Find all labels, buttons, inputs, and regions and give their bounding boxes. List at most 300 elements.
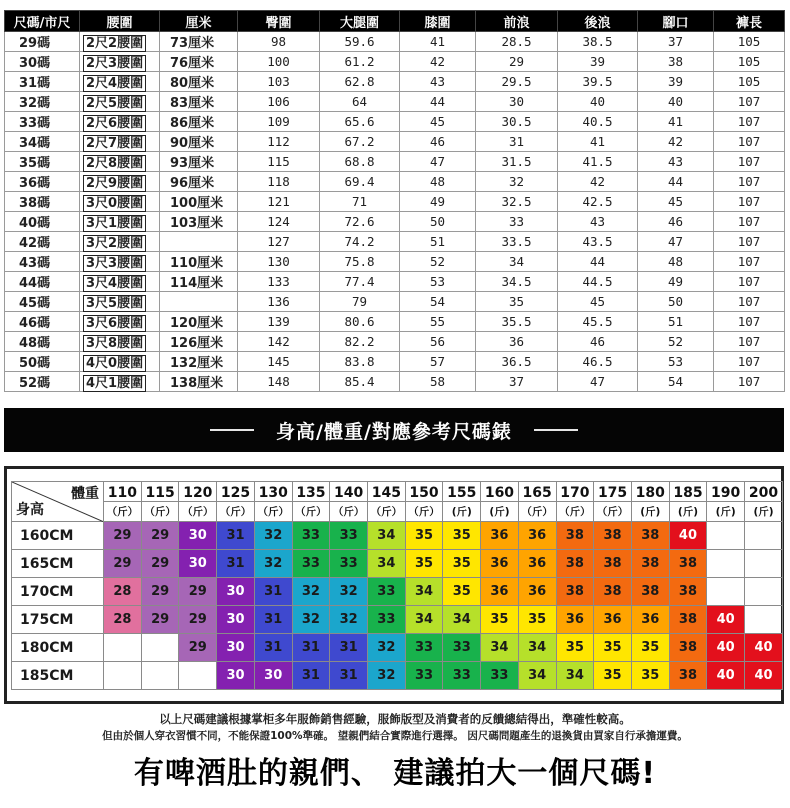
- measurement-cell: 48: [400, 172, 476, 192]
- size-recommendation-cell: 35: [631, 634, 669, 662]
- measurement-cell: 64: [320, 92, 400, 112]
- size-recommendation-cell: 30: [179, 550, 217, 578]
- measurement-cell: 46: [638, 212, 714, 232]
- measurement-cell: 100: [238, 52, 320, 72]
- measurement-cell: 142: [238, 332, 320, 352]
- size-recommendation-cell: 40: [707, 662, 745, 690]
- size-recommendation-cell: 29: [179, 578, 217, 606]
- size-cell: 40碼: [5, 212, 80, 232]
- waist-value: 2尺4腰圍: [83, 75, 146, 92]
- waist-cm-cell: 114厘米: [160, 272, 238, 292]
- height-axis-label: 身高: [16, 502, 44, 518]
- measurement-cell: 32: [476, 172, 558, 192]
- size-recommendation-cell: 35: [405, 550, 443, 578]
- size-recommendation-cell: 31: [217, 522, 255, 550]
- size-recommendation-cell: 40: [745, 662, 783, 690]
- waist-value: 3尺8腰圍: [83, 335, 146, 352]
- size-recommendation-cell: 33: [443, 662, 481, 690]
- waist-value: 3尺6腰圍: [83, 315, 146, 332]
- size-recommendation-cell: 40: [707, 606, 745, 634]
- measurement-cell: 39: [638, 72, 714, 92]
- measurement-cell: 85.4: [320, 372, 400, 392]
- unit-header-cell: (斤): [481, 502, 519, 522]
- waist-cell: [80, 132, 160, 152]
- size-recommendation-cell: 40: [745, 634, 783, 662]
- size-recommendation-cell: 30: [217, 578, 255, 606]
- empty-cell: [745, 550, 783, 578]
- weight-header-cell: 165: [518, 482, 556, 502]
- size-row: [5, 92, 785, 112]
- size-recommendation-cell: 35: [594, 662, 632, 690]
- measurement-cell: 124: [238, 212, 320, 232]
- size-recommendation-cell: 30: [254, 662, 292, 690]
- weight-header-cell: 150: [405, 482, 443, 502]
- measurement-cell: 109: [238, 112, 320, 132]
- size-recommendation-cell: 33: [292, 550, 330, 578]
- unit-header-cell: （斤）: [179, 502, 217, 522]
- size-recommendation-cell: 29: [104, 550, 142, 578]
- empty-cell: [745, 578, 783, 606]
- waist-value: 2尺9腰圍: [83, 175, 146, 192]
- size-row: [5, 152, 785, 172]
- measurement-cell: 107: [714, 292, 785, 312]
- weight-header-cell: 115: [141, 482, 179, 502]
- size-recommendation-cell: 40: [707, 634, 745, 662]
- weight-axis-label: 體重: [71, 486, 100, 502]
- measurement-cell: 35.5: [476, 312, 558, 332]
- measurement-cell: 45: [558, 292, 638, 312]
- measurement-cell: 44: [558, 252, 638, 272]
- size-cell: 36碼: [5, 172, 80, 192]
- size-recommendation-cell: 35: [443, 522, 481, 550]
- size-recommendation-cell: 34: [367, 522, 405, 550]
- size-header-cell: 臀圍: [238, 11, 320, 32]
- empty-cell: [104, 634, 142, 662]
- size-recommendation-cell: 36: [481, 522, 519, 550]
- size-recommendation-cell: 38: [594, 550, 632, 578]
- banner-right-rule: [534, 429, 578, 431]
- size-recommendation-cell: 36: [518, 578, 556, 606]
- measurement-cell: 65.6: [320, 112, 400, 132]
- size-header-cell: 大腿圍: [320, 11, 400, 32]
- waist-cm-cell: 83厘米: [160, 92, 238, 112]
- size-row: [5, 72, 785, 92]
- measurement-cell: 38.5: [558, 32, 638, 52]
- weight-header-cell: 170: [556, 482, 594, 502]
- measurement-cell: 54: [400, 292, 476, 312]
- measurement-cell: 33.5: [476, 232, 558, 252]
- height-label-cell: 165CM: [12, 550, 104, 578]
- waist-cell: [80, 172, 160, 192]
- size-row: [5, 292, 785, 312]
- corner-cell: [12, 482, 104, 522]
- waist-value: 3尺1腰圍: [83, 215, 146, 232]
- size-cell: 35碼: [5, 152, 80, 172]
- size-recommendation-cell: 31: [254, 634, 292, 662]
- measurement-cell: 45: [638, 192, 714, 212]
- measurement-cell: 31.5: [476, 152, 558, 172]
- size-row: [5, 192, 785, 212]
- measurement-cell: 58: [400, 372, 476, 392]
- size-recommendation-cell: 35: [594, 634, 632, 662]
- size-recommendation-cell: 33: [367, 606, 405, 634]
- size-recommendation-cell: 36: [481, 550, 519, 578]
- weight-header-cell: 175: [594, 482, 632, 502]
- waist-value: 2尺8腰圍: [83, 155, 146, 172]
- waist-cm-cell: 76厘米: [160, 52, 238, 72]
- measurement-cell: 52: [400, 252, 476, 272]
- unit-header-cell: （斤）: [217, 502, 255, 522]
- waist-value: 4尺1腰圍: [83, 375, 146, 392]
- measurement-cell: 54: [638, 372, 714, 392]
- unit-header-cell: （斤）: [594, 502, 632, 522]
- waist-cm-cell: 90厘米: [160, 132, 238, 152]
- height-label-cell: 175CM: [12, 606, 104, 634]
- size-recommendation-cell: 29: [179, 634, 217, 662]
- unit-header-cell: （斤）: [330, 502, 368, 522]
- size-recommendation-cell: 28: [104, 578, 142, 606]
- measurement-cell: 107: [714, 332, 785, 352]
- size-recommendation-cell: 34: [518, 634, 556, 662]
- waist-value: 3尺3腰圍: [83, 255, 146, 272]
- size-row: [5, 172, 785, 192]
- height-row: [12, 606, 783, 634]
- size-recommendation-cell: 33: [330, 550, 368, 578]
- size-recommendation-cell: 33: [443, 634, 481, 662]
- measurement-cell: 49: [400, 192, 476, 212]
- measurement-cell: 61.2: [320, 52, 400, 72]
- measurement-cell: 112: [238, 132, 320, 152]
- size-row: [5, 312, 785, 332]
- size-recommendation-cell: 36: [631, 606, 669, 634]
- unit-header-row: [12, 502, 783, 522]
- measurement-cell: 107: [714, 92, 785, 112]
- waist-cell: [80, 32, 160, 52]
- weight-header-cell: 135: [292, 482, 330, 502]
- waist-cm-cell: 132厘米: [160, 352, 238, 372]
- size-recommendation-cell: 31: [330, 634, 368, 662]
- size-row: [5, 112, 785, 132]
- height-weight-chart: [4, 466, 784, 704]
- measurement-cell: 46: [558, 332, 638, 352]
- size-recommendation-cell: 31: [292, 662, 330, 690]
- empty-cell: [141, 662, 179, 690]
- measurement-cell: 107: [714, 372, 785, 392]
- measurement-cell: 41: [400, 32, 476, 52]
- size-cell: 43碼: [5, 252, 80, 272]
- empty-cell: [707, 578, 745, 606]
- size-recommendation-cell: 33: [367, 578, 405, 606]
- measurement-cell: 107: [714, 212, 785, 232]
- measurement-cell: 53: [638, 352, 714, 372]
- measurement-cell: 105: [714, 32, 785, 52]
- waist-cell: [80, 252, 160, 272]
- waist-value: 2尺3腰圍: [83, 55, 146, 72]
- waist-value: 2尺5腰圍: [83, 95, 146, 112]
- measurement-cell: 107: [714, 352, 785, 372]
- size-recommendation-cell: 35: [631, 662, 669, 690]
- measurement-cell: 136: [238, 292, 320, 312]
- measurement-cell: 29.5: [476, 72, 558, 92]
- size-recommendation-cell: 38: [631, 522, 669, 550]
- measurement-cell: 47: [638, 232, 714, 252]
- waist-cell: [80, 292, 160, 312]
- measurement-cell: 44: [400, 92, 476, 112]
- size-recommendation-cell: 36: [556, 606, 594, 634]
- waist-value: 2尺6腰圍: [83, 115, 146, 132]
- waist-value: 3尺0腰圍: [83, 195, 146, 212]
- weight-header-cell: 110: [104, 482, 142, 502]
- size-row: [5, 332, 785, 352]
- measurement-cell: 121: [238, 192, 320, 212]
- weight-header-cell: 145: [367, 482, 405, 502]
- size-recommendation-cell: 35: [518, 606, 556, 634]
- weight-header-cell: 120: [179, 482, 217, 502]
- measurement-cell: 53: [400, 272, 476, 292]
- size-row: [5, 212, 785, 232]
- unit-header-cell: (斤): [745, 502, 783, 522]
- measurement-cell: 31: [476, 132, 558, 152]
- size-header-cell: 腰圍: [80, 11, 160, 32]
- size-recommendation-cell: 32: [330, 606, 368, 634]
- measurement-cell: 83.8: [320, 352, 400, 372]
- size-recommendation-cell: 31: [254, 578, 292, 606]
- size-recommendation-cell: 40: [669, 522, 707, 550]
- waist-cell: [80, 312, 160, 332]
- height-row: [12, 662, 783, 690]
- size-recommendation-cell: 38: [594, 522, 632, 550]
- height-row: [12, 550, 783, 578]
- measurement-cell: 106: [238, 92, 320, 112]
- measurement-cell: 40.5: [558, 112, 638, 132]
- measurement-cell: 36.5: [476, 352, 558, 372]
- measurement-cell: 107: [714, 172, 785, 192]
- weight-header-row: [12, 482, 783, 502]
- size-recommendation-cell: 31: [217, 550, 255, 578]
- measurement-cell: 71: [320, 192, 400, 212]
- size-recommendation-cell: 38: [631, 578, 669, 606]
- measurement-cell: 49: [638, 272, 714, 292]
- measurement-cell: 82.2: [320, 332, 400, 352]
- size-recommendation-cell: 38: [556, 550, 594, 578]
- empty-cell: [707, 522, 745, 550]
- weight-header-cell: 200: [745, 482, 783, 502]
- measurement-cell: 42.5: [558, 192, 638, 212]
- measurement-cell: 47: [400, 152, 476, 172]
- measurement-cell: 34: [476, 252, 558, 272]
- beer-belly-advice-headline: 有啤酒肚的親們、 建議拍大一個尺碼!: [133, 756, 657, 791]
- size-cell: 50碼: [5, 352, 80, 372]
- size-recommendation-cell: 38: [669, 662, 707, 690]
- size-recommendation-cell: 29: [141, 522, 179, 550]
- measurement-cell: 37: [476, 372, 558, 392]
- measurement-cell: 107: [714, 232, 785, 252]
- measurement-cell: 37: [638, 32, 714, 52]
- waist-cell: [80, 352, 160, 372]
- size-cell: 31碼: [5, 72, 80, 92]
- measurement-cell: 98: [238, 32, 320, 52]
- size-recommendation-cell: 38: [669, 550, 707, 578]
- size-recommendation-cell: 32: [292, 606, 330, 634]
- waist-cell: [80, 332, 160, 352]
- measurement-cell: 130: [238, 252, 320, 272]
- banner-title: 身高/體重/對應參考尺碼錶: [276, 420, 512, 443]
- waist-value: 3尺2腰圍: [83, 235, 146, 252]
- size-cell: 34碼: [5, 132, 80, 152]
- size-recommendation-cell: 34: [367, 550, 405, 578]
- measurement-cell: 139: [238, 312, 320, 332]
- weight-header-cell: 125: [217, 482, 255, 502]
- size-recommendation-cell: 35: [443, 550, 481, 578]
- size-recommendation-cell: 36: [594, 606, 632, 634]
- measurement-cell: 145: [238, 352, 320, 372]
- size-header-cell: 褲長: [714, 11, 785, 32]
- size-recommendation-cell: 38: [669, 606, 707, 634]
- size-recommendation-cell: 33: [481, 662, 519, 690]
- measurement-cell: 107: [714, 192, 785, 212]
- size-recommendation-cell: 29: [141, 578, 179, 606]
- size-recommendation-cell: 30: [217, 606, 255, 634]
- size-row: [5, 372, 785, 392]
- unit-header-cell: (斤): [707, 502, 745, 522]
- height-row: [12, 634, 783, 662]
- size-recommendation-cell: 29: [141, 550, 179, 578]
- size-table-body: [5, 32, 785, 392]
- measurement-cell: 51: [400, 232, 476, 252]
- size-recommendation-cell: 29: [179, 606, 217, 634]
- disclaimer-note: 但由於個人穿衣習慣不同，不能保證100%準確。 望親們結合實際進行選擇。 因尺碼問題產生的退換貨由買家自行承擔運費。: [102, 730, 688, 742]
- size-recommendation-cell: 36: [481, 578, 519, 606]
- measurement-cell: 72.6: [320, 212, 400, 232]
- size-cell: 52碼: [5, 372, 80, 392]
- empty-cell: [707, 550, 745, 578]
- measurement-cell: 74.2: [320, 232, 400, 252]
- size-recommendation-cell: 33: [405, 662, 443, 690]
- waist-cm-cell: 96厘米: [160, 172, 238, 192]
- size-cell: 33碼: [5, 112, 80, 132]
- size-table-header: [5, 11, 785, 32]
- height-weight-table: [11, 481, 783, 690]
- height-row: [12, 522, 783, 550]
- unit-header-cell: （斤）: [405, 502, 443, 522]
- size-recommendation-cell: 36: [518, 550, 556, 578]
- size-cell: 45碼: [5, 292, 80, 312]
- waist-cell: [80, 112, 160, 132]
- size-recommendation-cell: 38: [556, 522, 594, 550]
- measurement-cell: 79: [320, 292, 400, 312]
- measurement-cell: 107: [714, 252, 785, 272]
- waist-cell: [80, 92, 160, 112]
- size-recommendation-cell: 34: [443, 606, 481, 634]
- measurement-cell: 51: [638, 312, 714, 332]
- size-recommendation-cell: 32: [254, 550, 292, 578]
- unit-header-cell: (斤): [443, 502, 481, 522]
- waist-cm-cell: 93厘米: [160, 152, 238, 172]
- size-recommendation-cell: 38: [669, 578, 707, 606]
- waist-cm-cell: 73厘米: [160, 32, 238, 52]
- measurement-cell: 80.6: [320, 312, 400, 332]
- empty-cell: [745, 606, 783, 634]
- weight-header-cell: 185: [669, 482, 707, 502]
- size-recommendation-cell: 34: [518, 662, 556, 690]
- waist-cell: [80, 272, 160, 292]
- waist-value: 3尺4腰圍: [83, 275, 146, 292]
- measurement-cell: 57: [400, 352, 476, 372]
- measurement-cell: 50: [638, 292, 714, 312]
- unit-header-cell: (斤): [669, 502, 707, 522]
- waist-cm-cell: 100厘米: [160, 192, 238, 212]
- size-recommendation-cell: 34: [481, 634, 519, 662]
- size-recommendation-cell: 36: [518, 522, 556, 550]
- measurement-cell: 42: [558, 172, 638, 192]
- size-header-cell: 前浪: [476, 11, 558, 32]
- size-recommendation-cell: 33: [292, 522, 330, 550]
- size-cell: 32碼: [5, 92, 80, 112]
- measurement-cell: 107: [714, 152, 785, 172]
- height-label-cell: 170CM: [12, 578, 104, 606]
- unit-header-cell: （斤）: [141, 502, 179, 522]
- waist-cell: [80, 52, 160, 72]
- size-cell: 44碼: [5, 272, 80, 292]
- waist-cm-cell: [160, 292, 238, 312]
- measurement-cell: 62.8: [320, 72, 400, 92]
- size-row: [5, 32, 785, 52]
- measurement-cell: 41.5: [558, 152, 638, 172]
- size-row: [5, 52, 785, 72]
- waist-cell: [80, 232, 160, 252]
- measurement-cell: 43.5: [558, 232, 638, 252]
- size-row: [5, 352, 785, 372]
- size-recommendation-cell: 38: [556, 578, 594, 606]
- measurement-cell: 47: [558, 372, 638, 392]
- measurement-cell: 105: [714, 72, 785, 92]
- size-recommendation-cell: 35: [556, 634, 594, 662]
- size-recommendation-cell: 30: [217, 634, 255, 662]
- measurement-cell: 40: [558, 92, 638, 112]
- size-cell: 38碼: [5, 192, 80, 212]
- measurement-cell: 118: [238, 172, 320, 192]
- measurement-cell: 75.8: [320, 252, 400, 272]
- size-recommendation-cell: 32: [330, 578, 368, 606]
- measurement-cell: 40: [638, 92, 714, 112]
- measurement-cell: 28.5: [476, 32, 558, 52]
- size-row: [5, 272, 785, 292]
- size-recommendation-cell: 33: [330, 522, 368, 550]
- size-header-cell: 厘米: [160, 11, 238, 32]
- measurement-cell: 67.2: [320, 132, 400, 152]
- measurement-cell: 43: [400, 72, 476, 92]
- size-table: [4, 10, 785, 392]
- weight-header-cell: 190: [707, 482, 745, 502]
- waist-cm-cell: 103厘米: [160, 212, 238, 232]
- waist-value: 2尺7腰圍: [83, 135, 146, 152]
- empty-cell: [745, 522, 783, 550]
- size-recommendation-cell: 32: [292, 578, 330, 606]
- size-cell: 48碼: [5, 332, 80, 352]
- unit-header-cell: （斤）: [367, 502, 405, 522]
- measurement-cell: 115: [238, 152, 320, 172]
- size-recommendation-cell: 34: [405, 578, 443, 606]
- size-recommendation-cell: 31: [292, 634, 330, 662]
- chart-title-banner: [4, 408, 784, 452]
- measurement-cell: 36: [476, 332, 558, 352]
- size-cell: 30碼: [5, 52, 80, 72]
- measurement-cell: 127: [238, 232, 320, 252]
- measurement-cell: 107: [714, 272, 785, 292]
- measurement-cell: 105: [714, 52, 785, 72]
- measurement-cell: 48: [638, 252, 714, 272]
- measurement-cell: 41: [638, 112, 714, 132]
